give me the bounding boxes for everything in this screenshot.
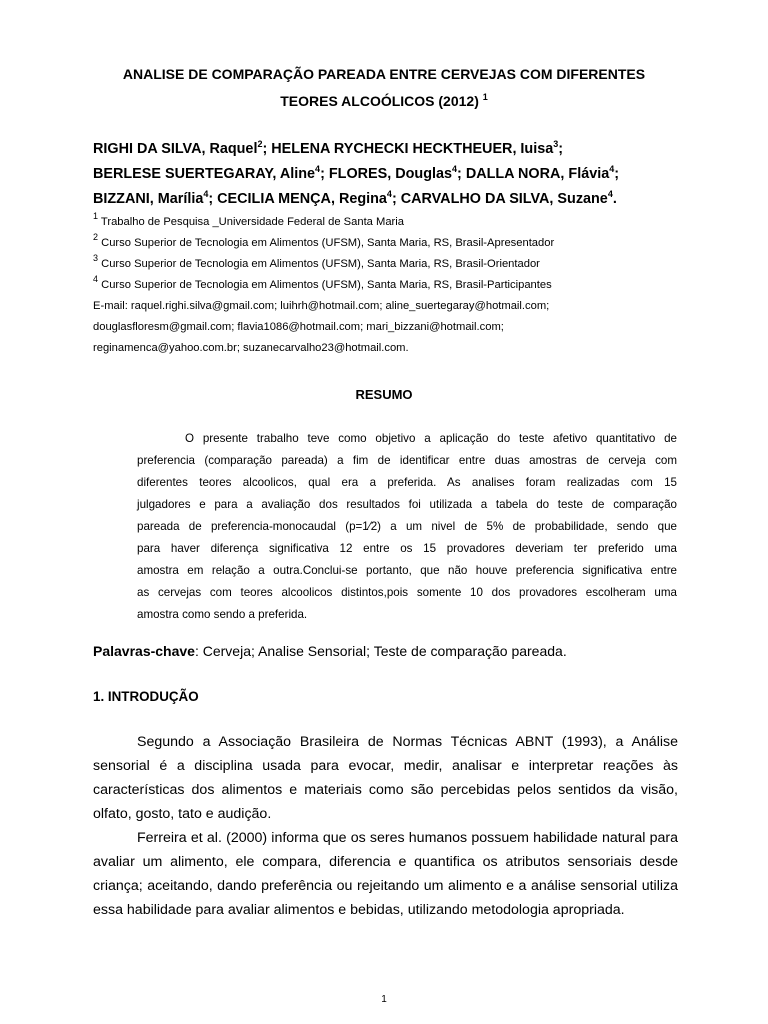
author-separator: ; xyxy=(614,166,620,182)
affiliation-text: Curso Superior de Tecnologia em Alimentos (UFSM), Santa Maria, RS, Brasil-Orientador xyxy=(98,258,540,270)
authors-line-2 xyxy=(93,166,693,182)
title-footnote-marker: 1 xyxy=(482,92,488,102)
paragraph-line: avaliar um alimento, ele compara, diferencia e quantifica os atributos sensoriais desde xyxy=(93,854,678,870)
author-name: FLORES, Douglas xyxy=(328,166,452,182)
author-name: BIZZANI, Marília xyxy=(93,191,204,207)
author-sup: 4 xyxy=(315,164,321,174)
affiliation-text: Curso Superior de Tecnologia em Alimentos (UFSM), Santa Maria, RS, Brasil-Participantes xyxy=(98,279,552,291)
author-sup: 4 xyxy=(607,189,613,199)
abstract-line: amostra em relação a outra.Conclui-se portanto, que não houve preferencia significativa entre xyxy=(137,564,677,577)
paragraph-line: olfato, gosto, tato e audição. xyxy=(93,806,272,822)
abstract-line: as cervejas com teores alcoolicos distintos,pois somente 10 dos provadores escolheram uma xyxy=(137,586,677,599)
author-sup: 4 xyxy=(386,189,392,199)
author-sup: 4 xyxy=(609,164,615,174)
author-separator: ; xyxy=(558,141,564,157)
author-name: CARVALHO DA SILVA, Suzane xyxy=(400,191,608,207)
affiliation-number: 4 xyxy=(93,274,99,284)
author-name: BERLESE SUERTEGARAY, Aline xyxy=(93,166,316,182)
paragraph-line: criança; aceitando, dando preferência ou rejeitando um alimento e a análise sensorial utiliza xyxy=(93,878,678,894)
keywords-text: : Cerveja; Analise Sensorial; Teste de comparação pareada. xyxy=(194,643,567,659)
abstract-line: pareada de preferencia-monocaudal (p=1⁄2) a um nivel de 5% de probabilidade, sendo que xyxy=(137,520,677,533)
abstract-line: preferencia (comparação pareada) a fim de identificar entre duas amostras de cerveja com xyxy=(137,454,677,467)
title-line-1: ANALISE DE COMPARAÇÃO PAREADA ENTRE CERVEJAS COM DIFERENTES xyxy=(122,66,646,82)
affiliation-3 xyxy=(93,253,693,270)
affiliation-text: Curso Superior de Tecnologia em Alimentos (UFSM), Santa Maria, RS, Brasil-Apresentador xyxy=(98,237,555,249)
keywords-label: Palavras-chave xyxy=(93,643,195,659)
title-line-2-text: TEORES ALCOÓLICOS (2012) xyxy=(280,93,479,109)
section-heading: 1. INTRODUÇÃO xyxy=(93,689,199,704)
author-end: . xyxy=(612,191,617,207)
resumo-heading: RESUMO xyxy=(355,387,413,402)
authors-line-3 xyxy=(93,191,693,207)
authors-line-1 xyxy=(93,141,693,157)
author-name: HELENA RYCHECKI HECKTHEUER, Iuisa xyxy=(271,141,554,157)
author-sup: 2 xyxy=(257,139,263,149)
paragraph-line: sensorial é a disciplina usada para evocar, medir, analisar e interpretar reações às xyxy=(93,758,678,774)
author-sup: 4 xyxy=(203,189,209,199)
title-line-2 xyxy=(80,93,688,109)
abstract-line: para haver diferença significativa 12 entre os 15 provadores deveriam ter preferido uma xyxy=(137,542,677,555)
email-line: E-mail: raquel.righi.silva@gmail.com; luihrh@hotmail.com; aline_suertegaray@hotmail.com; xyxy=(93,300,550,312)
author-separator: ; xyxy=(457,166,466,182)
affiliation-2 xyxy=(93,232,693,249)
affiliation-number: 3 xyxy=(93,253,99,263)
abstract-line: julgadores e para a avaliação dos resultados foi utilizada a tabela do teste de comparação xyxy=(137,498,677,511)
affiliation-number: 1 xyxy=(93,211,99,221)
author-separator: ; xyxy=(208,191,218,207)
author-separator: ; xyxy=(391,191,401,207)
keywords xyxy=(93,643,567,659)
email-line: reginamenca@yahoo.com.br; suzanecarvalho23@hotmail.com. xyxy=(93,342,409,354)
affiliation-number: 2 xyxy=(93,232,99,242)
paragraph-line: essa habilidade para avaliar alimentos e bebidas, utilizando metodologia apropriada. xyxy=(93,902,625,918)
abstract-line: amostra como sendo a preferida. xyxy=(137,608,308,621)
email-line: douglasfloresm@gmail.com; flavia1086@hotmail.com; mari_bizzani@hotmail.com; xyxy=(93,321,504,333)
author-name: RIGHI DA SILVA, Raquel xyxy=(93,141,258,157)
author-separator: ; xyxy=(262,141,272,157)
paragraph-line: Ferreira et al. (2000) informa que os seres humanos possuem habilidade natural para xyxy=(137,830,678,846)
author-sup: 3 xyxy=(553,139,559,149)
abstract-line: diferentes teores alcoolicos, qual era a preferida. As analises foram realizadas com 15 xyxy=(137,476,677,489)
author-separator: ; xyxy=(320,166,329,182)
abstract-line: O presente trabalho teve como objetivo a aplicação do teste afetivo quantitativo de xyxy=(185,432,677,445)
paragraph-line: Segundo a Associação Brasileira de Normas Técnicas ABNT (1993), a Análise xyxy=(137,734,678,750)
author-name: CECILIA MENÇA, Regina xyxy=(217,191,387,207)
affiliation-1 xyxy=(93,211,693,228)
paragraph-line: características dos alimentos e materiais como são percebidas pelos sentidos da visão, xyxy=(93,782,678,798)
page-number: 1 xyxy=(381,994,387,1005)
author-sup: 4 xyxy=(452,164,458,174)
author-name: DALLA NORA, Flávia xyxy=(465,166,610,182)
affiliation-text: Trabalho de Pesquisa _Universidade Federal de Santa Maria xyxy=(98,216,404,228)
affiliation-4 xyxy=(93,274,693,291)
